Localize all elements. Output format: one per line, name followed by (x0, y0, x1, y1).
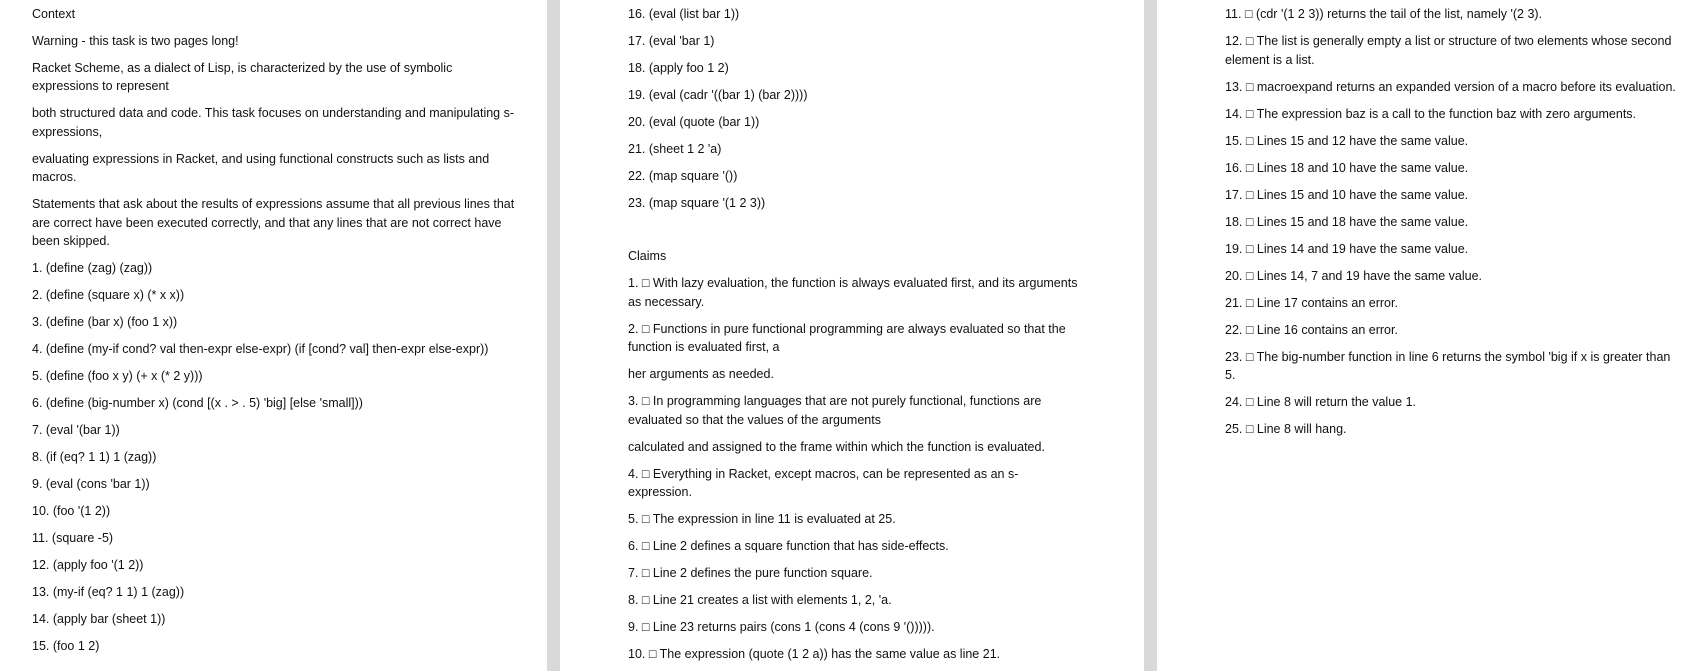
claim-item: 21. □ Line 17 contains an error. (1225, 295, 1398, 310)
claim-item: 24. □ Line 8 will return the value 1. (1225, 395, 1416, 409)
page-gutter (547, 0, 560, 671)
claim-item: 14. □ The expression baz is a call to the function baz with zero arguments. (1225, 106, 1637, 121)
code-line: 16. (eval (list bar 1)) (628, 7, 740, 21)
claim-item: 19. □ Lines 14 and 19 have the same value. (1225, 241, 1469, 256)
claim-item: 13. □ macroexpand returns an expanded version of a macro before its evaluation. (1225, 79, 1676, 94)
claim-item: 25. □ Line 8 will hang. (1225, 422, 1347, 436)
claim-item: 15. □ Lines 15 and 12 have the same value. (1225, 133, 1469, 148)
intro-paragraph: both structured data and code. This task focuses on understanding and manipulating s-expressions, (32, 106, 515, 139)
code-line: 13. (my-if (eq? 1 1) 1 (zag)) (32, 585, 185, 599)
code-line: 10. (foo '(1 2)) (32, 504, 111, 518)
document-page-2 (560, 0, 1144, 671)
intro-paragraph: Racket Scheme, as a dialect of Lisp, is characterized by the use of symbolic expressions to represent (32, 60, 453, 93)
code-line: 5. (define (foo x y) (+ x (* 2 y))) (32, 369, 203, 383)
intro-paragraph: evaluating expressions in Racket, and using functional constructs such as lists and macros. (32, 151, 490, 184)
assumption-paragraph: Statements that ask about the results of expressions assume that all previous lines that are correct have been executed correctly, and that any lines that are not correct have been skipped. (32, 197, 515, 248)
code-line: 15. (foo 1 2) (32, 639, 100, 653)
code-line: 3. (define (bar x) (foo 1 x)) (32, 315, 178, 329)
code-line: 21. (sheet 1 2 'a) (628, 142, 722, 156)
claim-item: 18. □ Lines 15 and 18 have the same value. (1225, 214, 1469, 229)
claim-item: 20. □ Lines 14, 7 and 19 have the same value. (1225, 268, 1483, 283)
code-line: 12. (apply foo '(1 2)) (32, 558, 144, 572)
document-page-3 (1157, 0, 1699, 671)
claim-item: 4. □ Everything in Racket, except macros, can be represented as an s-expression. (628, 466, 1019, 499)
code-line: 7. (eval '(bar 1)) (32, 423, 120, 437)
claim-item: 16. □ Lines 18 and 10 have the same value. (1225, 160, 1469, 175)
code-line: 23. (map square '(1 2 3)) (628, 196, 766, 210)
claim-item: 2. □ Functions in pure functional programming are always evaluated so that the function is evaluated first, a (628, 321, 1066, 354)
warning-text: Warning - this task is two pages long! (32, 33, 239, 48)
code-line: 6. (define (big-number x) (cond [(x . > . 5) 'big] [else 'small])) (32, 396, 363, 410)
context-heading: Context (32, 7, 76, 21)
claims-heading: Claims (628, 249, 667, 263)
code-line: 2. (define (square x) (* x x)) (32, 288, 185, 302)
code-line: 19. (eval (cadr '((bar 1) (bar 2)))) (628, 88, 808, 102)
page-gutter (1144, 0, 1157, 671)
claim-item: 11. □ (cdr '(1 2 3)) returns the tail of the list, namely '(2 3). (1225, 7, 1543, 21)
claim-item: 9. □ Line 23 returns pairs (cons 1 (cons 4 (cons 9 '())))). (628, 620, 935, 634)
code-line: 9. (eval (cons 'bar 1)) (32, 477, 150, 491)
claim-item: 17. □ Lines 15 and 10 have the same value. (1225, 187, 1469, 202)
claim-item: 22. □ Line 16 contains an error. (1225, 322, 1398, 337)
code-line: 20. (eval (quote (bar 1)) (628, 115, 760, 129)
claim-item: 8. □ Line 21 creates a list with elements 1, 2, 'a. (628, 593, 892, 607)
claim-item: 12. □ The list is generally empty a list or structure of two elements whose second element is a list. (1225, 34, 1672, 67)
code-line: 11. (square -5) (32, 531, 114, 545)
code-line: 4. (define (my-if cond? val then-expr else-expr) (if [cond? val] then-expr else-expr)) (32, 342, 489, 356)
claim-item: 5. □ The expression in line 11 is evaluated at 25. (628, 512, 896, 526)
code-line: 22. (map square '()) (628, 169, 738, 183)
code-line: 17. (eval 'bar 1) (628, 34, 715, 48)
code-line: 14. (apply bar (sheet 1)) (32, 612, 166, 626)
code-line: 1. (define (zag) (zag)) (32, 261, 153, 275)
code-line: 8. (if (eq? 1 1) 1 (zag)) (32, 450, 157, 464)
claim-item: 7. □ Line 2 defines the pure function square. (628, 566, 873, 580)
claim-item: 10. □ The expression (quote (1 2 a)) has the same value as line 21. (628, 647, 1001, 661)
claim-item: 23. □ The big-number function in line 6 returns the symbol 'big if x is greater than 5. (1225, 349, 1671, 382)
claim-item: 6. □ Line 2 defines a square function that has side-effects. (628, 539, 949, 553)
claim-continuation: calculated and assigned to the frame within which the function is evaluated. (628, 439, 1045, 454)
document-page-1 (0, 0, 547, 671)
claim-item: 1. □ With lazy evaluation, the function is always evaluated first, and its arguments as necessary. (628, 276, 1078, 309)
claim-item: 3. □ In programming languages that are not purely functional, functions are evaluated so that the values of the arguments (628, 394, 1042, 427)
spacer (628, 221, 1080, 247)
claim-continuation: her arguments as needed. (628, 367, 774, 381)
code-line: 18. (apply foo 1 2) (628, 61, 729, 75)
